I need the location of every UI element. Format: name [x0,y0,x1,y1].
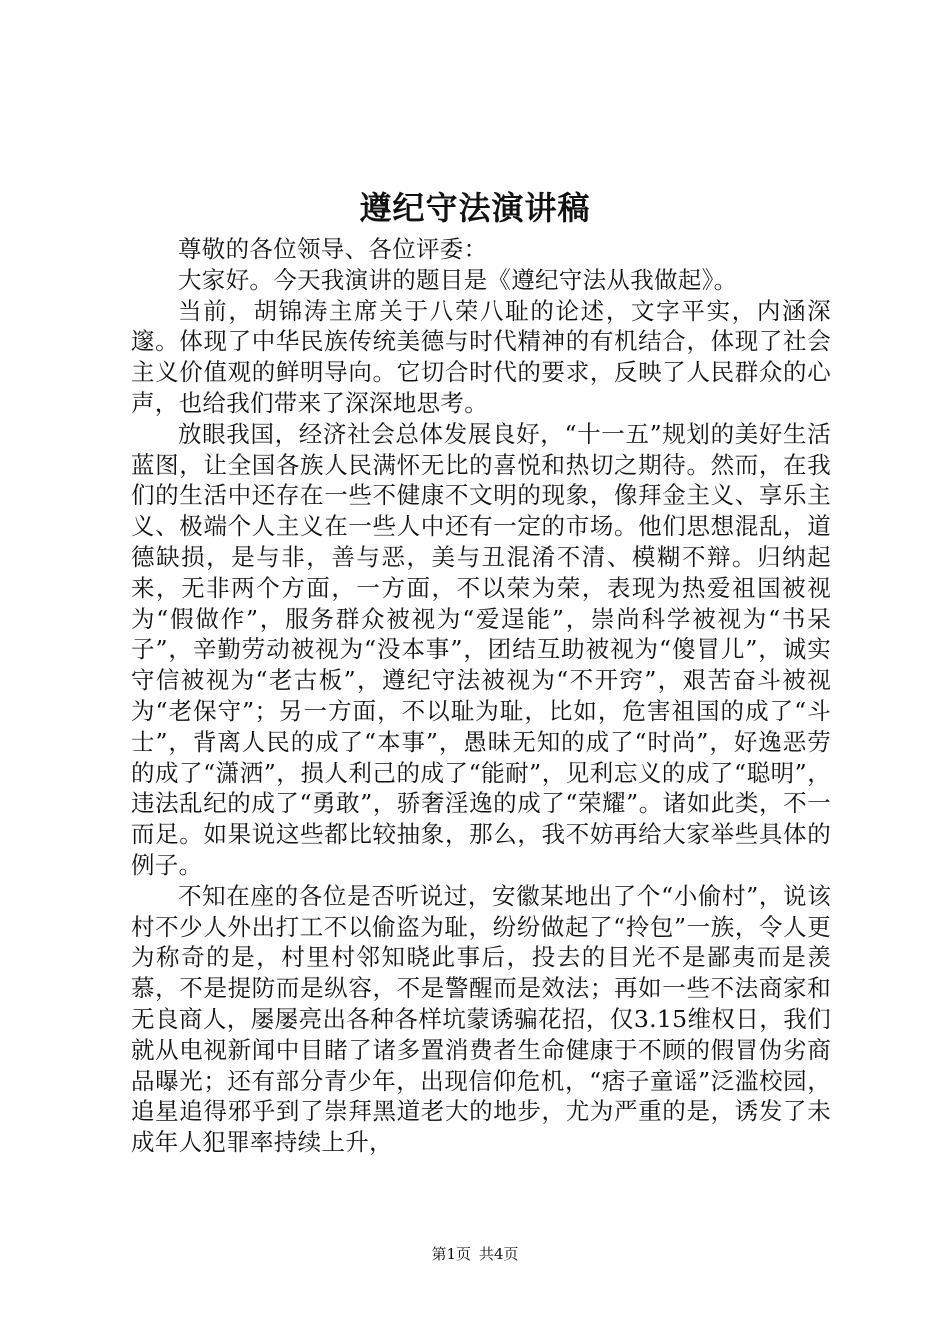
paragraph-greeting: 大家好。今天我演讲的题目是《遵纪守法从我做起》。 [178,265,738,294]
paragraph-examples: 不知在座的各位是否听说过，安徽某地出了个“小偷村”，说该村不少人外出打工不以偷盗为耻，纷纷做起了“拎包”一族，令人更为称奇的是，村里村邻知晓此事后，投去的目光不是鄙夷而是羡慕，不是提防而是纵容，不是警醒而是效法；再如一些不法商家和无良商人，屡屡亮出各种各样坑蒙诱骗花招，仅3.15维权日，我们就从电视新闻中目睹了诸多置消费者生命健康于不顾的假冒伪劣商品曝光；还有部分青少年，出现信仰危机，“痞子童谣”泛滥校园，追星追得邪乎到了崇拜黑道老大的地步，尤为严重的是，诱发了未成年人犯罪率持续上升， [131,881,831,1157]
page-number: 第1页 [431,1245,471,1263]
paragraph-salutation: 尊敬的各位领导、各位评委： [178,235,488,263]
document-title: 遵纪守法演讲稿 [359,189,591,227]
paragraph-intro: 当前，胡锦涛主席关于八荣八耻的论述，文字平实，内涵深邃。体现了中华民族传统美德与时代精神的有机结合，体现了社会主义价值观的鲜明导向。它切合时代的要求，反映了人民群众的心声，也给我们带来了深深地思考。 [131,296,831,417]
page-total: 共4页 [479,1245,519,1263]
document-body [131,234,831,1158]
page-footer [0,1244,950,1264]
paragraph-observation: 放眼我国，经济社会总体发展良好，“十一五”规划的美好生活蓝图，让全国各族人民满怀无比的喜悦和热切之期待。然而，在我们的生活中还存在一些不健康不文明的现象，像拜金主义、享乐主义、极端个人主义在一些人中还有一定的市场。他们思想混乱，道德缺损，是与非，善与恶，美与丑混淆不清、模糊不辩。归纳起来，无非两个方面，一方面，不以荣为荣，表现为热爱祖国被视为“假做作”，服务群众被视为“爱逞能”，崇尚科学被视为“书呆子”，辛勤劳动被视为“没本事”，团结互助被视为“傻冒儿”，诚实守信被视为“老古板”，遵纪守法被视为“不开窍”，艰苦奋斗被视为“老保守”；另一方面，不以耻为耻，比如，危害祖国的成了“斗士”，背离人民的成了“本事”，愚昧无知的成了“时尚”，好逸恶劳的成了“潇洒”，损人利己的成了“能耐”，见利忘义的成了“聪明”，违法乱纪的成了“勇敢”，骄奢淫逸的成了“荣耀”。诸如此类，不一而足。如果说这些都比较抽象，那么，我不妨再给大家举些具体的例子。 [131,419,831,879]
